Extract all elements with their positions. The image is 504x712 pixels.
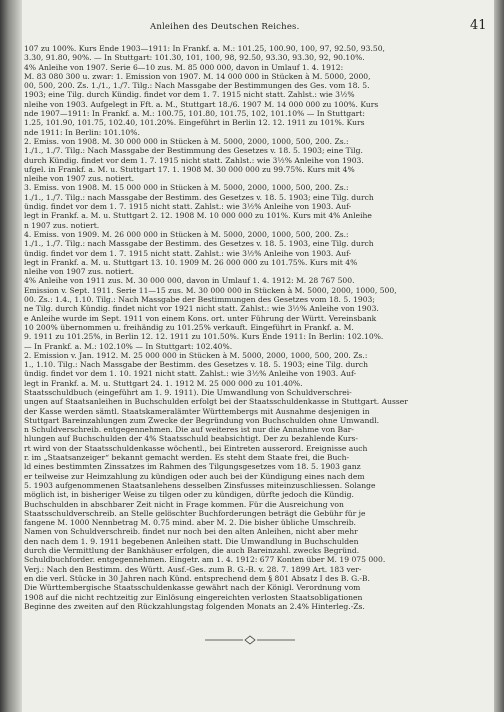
section-divider-ornament [205, 635, 295, 645]
text-line: ne Tilg. durch Kündig. findet nicht vor 1921 nicht statt. Zahlst.: wie 3½% Anleihe von 1903. [24, 304, 379, 314]
text-line: nleihe von 1907 zus. notiert. [24, 174, 135, 184]
text-line: 1./1., 1./7. Tilg.: nach Massgabe der Bestimm. des Gesetzes v. 18. 5. 1903; eine Tilg. durch [24, 192, 374, 202]
text-line: rt wird von der Staatsschuldenkasse wöchentl., bei Eintreten ausserord. Ereignisse auch [24, 443, 368, 453]
text-line: den nach dem 1. 9. 1911 begebenen Anleihen statt. Die Umwandlung in Buchschulden [24, 536, 359, 546]
text-line: n Schuldverschreib. entgegennehmen. Die auf weiteres ist nur die Annahme von Bar- [24, 425, 354, 435]
text-line: nleihe von 1903. Aufgelegt in Fft. a. M., Stuttgart 18./6. 1907 M. 14 000 000 zu 100%. Kurs [24, 99, 379, 109]
text-line: — In Frankf. a. M.: 102.10% — In Stuttgart: 102.40%. [24, 341, 233, 351]
text-line: Stuttgart Bareinzahlungen zum Zwecke der Begründung von Buchschulden ohne Umwandl. [24, 415, 380, 425]
text-line: ufgel. in Frankf. a. M. u. Stuttgart 17. 1. 1908 M. 30 000 000 zu 99.75%. Kurs mit 4% [24, 164, 355, 174]
text-line: Emission v. Sept. 1911. Serie 11—15 zus. M. 30 000 000 in Stücken à M. 5000, 2000, 1000, 500, [24, 285, 397, 295]
text-line: Verj.: Nach den Bestimm. des Württ. Ausf.-Ges. zum B. G.-B. v. 28. 7. 1899 Art. 183 ver- [24, 564, 362, 574]
text-line: 4. Emiss. von 1909. M. 26 000 000 in Stücken à M. 5000, 2000, 1000, 500, 200. Zs.: [24, 229, 349, 239]
text-line: 9. 1911 zu 101.25%, in Berlin 12. 12. 1911 zu 101.50%. Kurs Ende 1911: In Berlin: 102.10%. [24, 332, 384, 342]
text-line: durch die Vermittlung der Bankhäuser erfolgen, die auch Bareinzahl. zwecks Begründ. [24, 546, 360, 556]
text-line: Namen von Schuldverschreib. findet nur noch bei den alten Anleihen, nicht aber mehr [24, 527, 358, 537]
text-line: r. im „Staatsanzeiger“ bekannt gemacht werden. Es steht dem Staate frei, die Buch- [24, 453, 350, 463]
text-line: M. 83 080 300 u. zwar: 1. Emission von 1907. M. 14 000 000 in Stücken à M. 5000, 2000, [24, 71, 371, 81]
text-line: nde 1911: In Berlin: 101.10%. [24, 127, 140, 137]
text-line: ld eines bestimmten Zinssatzes im Rahmen des Tilgungsgesetzes vom 18. 5. 1903 ganz [24, 462, 361, 472]
text-line: 00. Zs.: 1.4., 1.10. Tilg.: Nach Massgabe der Bestimmungen des Gesetzes vom 18. 5. 1903; [24, 295, 375, 305]
text-line: legt in Frankf. a. M. u. Stuttgart 2. 12. 1908 M. 10 000 000 zu 101%. Kurs mit 4% Anleihe [24, 211, 372, 221]
text-line: Beginne des zweiten auf den Rückzahlungstag folgenden Monats an 2.4% Hinterleg.-Zs. [24, 601, 365, 611]
text-line: 5. 1903 aufgenommenen Staatsanlehens desselben Zinsfusses miteinzuschliessen. Solange [24, 480, 376, 490]
text-line: ündig. findet vor dem 1. 7. 1915 nicht statt. Zahlst.: wie 3½% Anleihe von 1903. Auf- [24, 202, 352, 212]
text-line: 1908 auf die nicht rechtzeitig zur Einlösung eingereichten verlosten Staatsobligationen [24, 592, 363, 602]
text-line: ungen auf Staatsanleihen in Buchschulden erfolgt bei der Staatsschuldenkasse in Stuttgart. Ausser [24, 397, 408, 407]
text-line: 3.30, 91.80, 90%. — In Stuttgart: 101.30, 101, 100, 98, 92.50, 93.30, 93.30, 92, 90.10%. [24, 53, 365, 63]
text-line: en die verl. Stücke in 30 Jahren nach Künd. entsprechend dem § 801 Absatz I des B. G.-B. [24, 573, 370, 583]
text-line: durch Kündig. findet vor dem 1. 7. 1915 nicht statt. Zahlst.: wie 3½% Anleihe von 1903. [24, 155, 364, 165]
page-left-edge [0, 0, 22, 712]
text-line: 2. Emiss. von 1908. M. 30 000 000 in Stücken à M. 5000, 2000, 1000, 500, 200. Zs.: [24, 136, 349, 146]
text-line: Schuldbuchforder. entgegennehmen. Eingetr. am 1. 4. 1912: 677 Konten über M. 19 075 000. [24, 555, 386, 565]
text-line: 2. Emission v. Jan. 1912. M. 25 000 000 in Stücken à M. 5000, 2000, 1000, 500, 200. Zs.: [24, 350, 368, 360]
text-line: Staatsschuldverschreib. an Stelle gelöschter Buchforderungen beträgt die Gebühr für je [24, 508, 366, 518]
text-line: 107 zu 100%. Kurs Ende 1903—1911: In Frankf. a. M.: 101.25, 100.90, 100, 97, 92.50, 93.50, [24, 44, 385, 53]
text-line: nde 1907—1911: In Frankf. a. M.: 100.75, 101.80, 101.75, 102, 101.10% — In Stuttgart: [24, 109, 365, 119]
text-line: möglich ist, in bisheriger Weise zu tilgen oder zu kündigen, dürfte jedoch die Kündig. [24, 490, 354, 500]
text-line: Buchschulden in abschbarer Zeit nicht in Frage kommen. Für die Ausreichung von [24, 499, 344, 509]
text-line: er teilweise zur Heimzahlung zu kündigen oder auch bei der Kündigung eines nach dem [24, 471, 365, 481]
text-line: 1./1., 1./7. Tilg.: Nach Massgabe der Bestimmung des Gesetzes v. 18. 5. 1903; eine Tilg. [24, 146, 363, 156]
text-line: 4% Anleihe von 1907. Serie 6—10 zus. M. 85 000 000, davon in Umlauf 1. 4. 1912: [24, 62, 344, 72]
text-line: 1./1., 1./7. Tilg.: nach Massgabe der Bestimm. des Gesetzes v. 18. 5. 1903, eine Tilg. durch [24, 239, 374, 249]
text-line: Staatsschuldbuch (eingeführt am 1. 9. 1911). Die Umwandlung von Schuldverschrei- [24, 387, 352, 397]
text-line: e Anleihe wurde im Sept. 1911 von einem Kons. ort. unter Führung der Württ. Vereinsbank [24, 313, 377, 323]
text-line: legt in Frankf. a. M. u. Stuttgart 24. 1. 1912 M. 25 000 000 zu 101.40%. [24, 378, 303, 388]
text-line: 1903; eine Tilg. durch Kündig. findet vor dem 1. 7. 1915 nicht statt. Zahlst.: wie 3½% [24, 90, 355, 100]
text-line: nleihe von 1907 zus. notiert. [24, 267, 135, 277]
text-line: fangene M. 1000 Nennbetrag M. 0.75 mind. aber M. 2. Die bisher übliche Umschreib. [24, 518, 356, 528]
text-line: 10 200% übernommen u. freihändig zu 101.25% verkauft. Eingeführt in Frankf. a. M. [24, 322, 354, 332]
page-body-text [24, 44, 468, 611]
text-line: 00, 500, 200. Zs. 1./1., 1./7. Tilg.: Nach Massgabe der Bestimmungen des Ges. vom 18. 5. [24, 81, 370, 91]
page-number: 41 [470, 18, 487, 33]
text-line: 3. Emiss. von 1908. M. 15 000 000 in Stücken à M. 5000, 2000, 1000, 500, 200. Zs.: [24, 183, 349, 193]
text-line: hlungen auf Buchschulden der 4% Staatsschuld beabsichtigt. Der zu bezahlende Kurs- [24, 434, 358, 444]
text-line: Die Württembergische Staatsschuldenkasse gewährt nach der Königl. Verordnung vom [24, 583, 361, 593]
text-line: legt in Frankf. a. M. u. Stuttgart 13. 10. 1909 M. 26 000 000 zu 101.75%. Kurs mit 4% [24, 257, 358, 267]
text-line: 1.25, 101.90, 101.75, 102.40, 101.20%. Eingeführt in Berlin 12. 12. 1911 zu 101%. Kurs [24, 118, 365, 128]
running-header: Anleihen des Deutschen Reiches. [150, 22, 300, 32]
text-line: ündig. findet vor dem 1. 7. 1915 nicht statt. Zahlst.: wie 3½% Anleihe von 1903. Auf- [24, 248, 352, 258]
page-right-edge [494, 0, 504, 712]
text-line: der Kasse werden sämtl. Staatskameralämter Württembergs mit Ausnahme desjenigen in [24, 406, 370, 416]
text-line: 1., 1.10. Tilg.: Nach Massgabe der Bestimm. des Gesetzes v. 18. 5. 1903; eine Tilg. durch [24, 360, 369, 370]
text-line: n 1907 zus. notiert. [24, 220, 100, 230]
text-line: 4% Anleihe von 1911 zus. M. 30 000 000, davon in Umlauf 1. 4. 1912: M. 28 767 500. [24, 276, 355, 286]
text-line: ündig. findet vor dem 1. 10. 1921 nicht statt. Zahlst.: wie 3½% Anleihe von 1903. Auf- [24, 369, 357, 379]
